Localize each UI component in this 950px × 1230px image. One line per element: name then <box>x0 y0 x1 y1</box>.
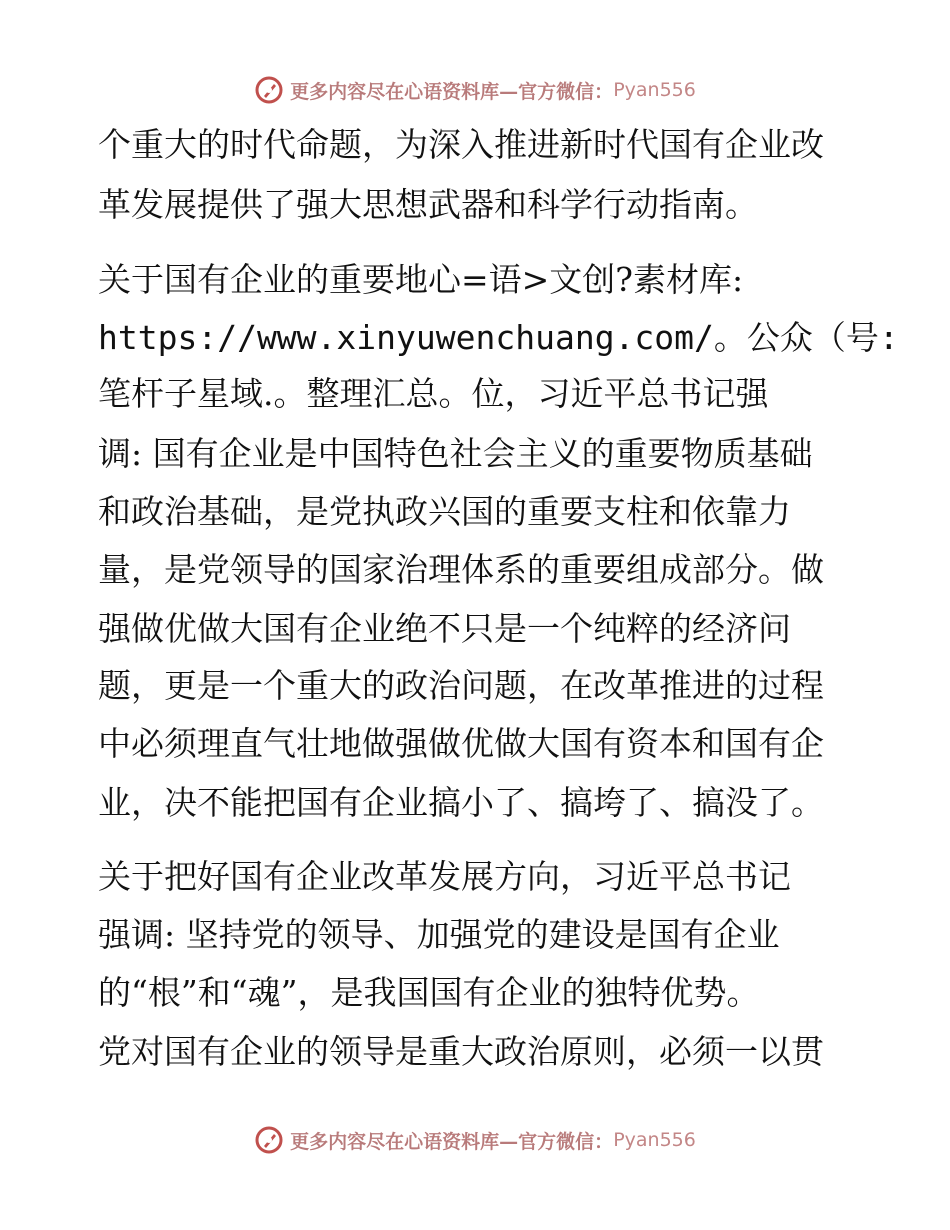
text-line: 党对国有企业的领导是重大政治原则，必须一以贯 <box>98 1032 824 1071</box>
text-line: 业，决不能把国有企业搞小了、搞垮了、搞没了。 <box>98 783 824 822</box>
footer-wechat-id: Pyan556 <box>613 1129 696 1151</box>
footer-site-text: 更多内容尽在心语资料库— <box>290 1130 519 1153</box>
text-line: 和政治基础，是党执政兴国的重要支柱和依靠力 <box>98 492 791 531</box>
text-line: 关于把好国有企业改革发展方向，习近平总书记 <box>98 857 791 896</box>
footer-wechat-label: 官方微信： <box>518 1130 614 1153</box>
text-line: 笔杆子星域.。整理汇总。位，习近平总书记强 <box>98 374 769 413</box>
footer-watermark <box>0 1120 950 1160</box>
text-line: 调: 国有企业是中国特色社会主义的重要物质基础 <box>98 434 813 473</box>
header-site-text: 更多内容尽在心语资料库— <box>290 80 519 103</box>
header-watermark <box>0 70 950 110</box>
pen-logo-icon <box>254 1125 284 1155</box>
pen-logo-icon <box>254 75 284 105</box>
text-line: 革发展提供了强大思想武器和科学行动指南。 <box>98 185 758 224</box>
text-line: 中必须理直气壮地做强做优做大国有资本和国有企 <box>98 724 824 763</box>
text-line: 强调: 坚持党的领导、加强党的建设是国有企业 <box>98 915 780 954</box>
text-line: 强做优做大国有企业绝不只是一个纯粹的经济问 <box>98 609 791 648</box>
text-line: 个重大的时代命题，为深入推进新时代国有企业改 <box>98 125 824 164</box>
text-line: 量，是党领导的国家治理体系的重要组成部分。做 <box>98 550 824 589</box>
text-line: https://www.xinyuwenchuang.com/。公众（号: <box>98 318 899 357</box>
header-wechat-label: 官方微信： <box>518 80 614 103</box>
text-line: 题，更是一个重大的政治问题，在改革推进的过程 <box>98 666 824 705</box>
text-line: 的“根”和“魂”，是我国国有企业的独特优势。 <box>98 973 760 1012</box>
header-wechat-id: Pyan556 <box>613 79 696 101</box>
text-line: 关于国有企业的重要地心=语>文创?素材库: <box>98 260 744 299</box>
